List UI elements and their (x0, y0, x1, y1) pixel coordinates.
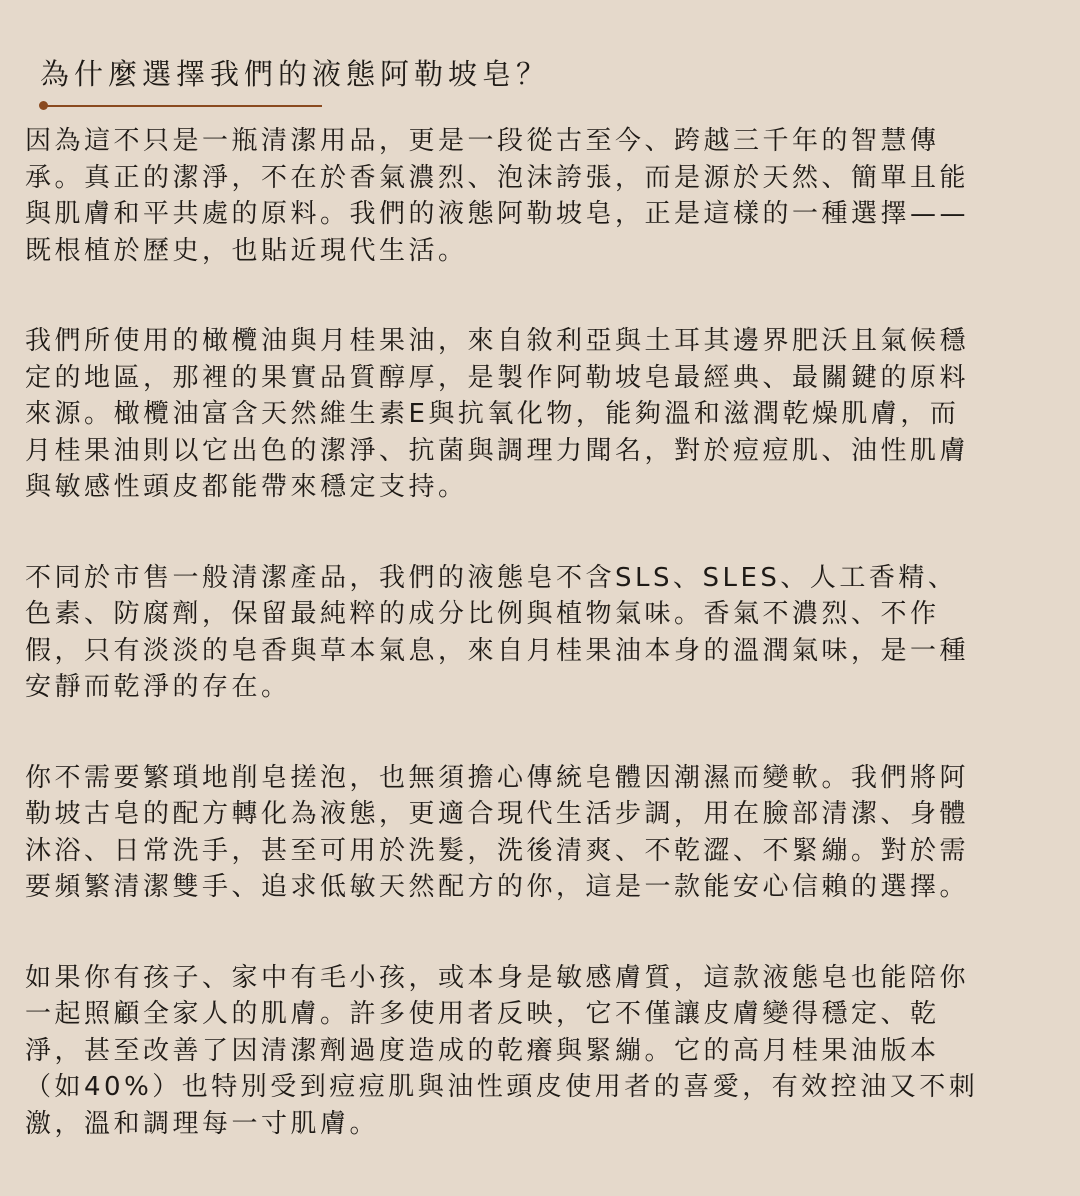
paragraph-line: 定的地區，那裡的果實品質醇厚，是製作阿勒坡皂最經典、最關鍵的原料 (25, 362, 970, 393)
page-title: 為什麼選擇我們的液態阿勒坡皂？ (40, 57, 551, 91)
paragraph-line: （如40%）也特別受到痘痘肌與油性頭皮使用者的喜愛，有效控油又不刺 (25, 1072, 979, 1102)
paragraph-line: 因為這不只是一瓶清潔用品，更是一段從古至今、跨越三千年的智慧傳 (25, 126, 940, 156)
paragraph-line: 與敏感性頭皮都能帶來穩定支持。 (25, 472, 468, 502)
body-text (25, 123, 1055, 1196)
paragraph-line: 假，只有淡淡的皂香與草本氣息，來自月桂果油本身的溫潤氣味，是一種 (25, 635, 970, 666)
paragraph-heritage (25, 123, 1055, 269)
paragraph-line: 一起照顧全家人的肌膚。許多使用者反映，它不僅讓皮膚變得穩定、乾 (25, 999, 940, 1029)
underline-line (43, 105, 322, 107)
paragraph-family (25, 960, 1055, 1143)
paragraph-usage (25, 760, 1055, 906)
paragraph-ingredients (25, 323, 1055, 506)
paragraph-line: 既根植於歷史，也貼近現代生活。 (25, 235, 468, 266)
paragraph-line: 安靜而乾淨的存在。 (25, 672, 291, 702)
paragraph-line: 來源。橄欖油富含天然維生素E與抗氧化物，能夠溫和滋潤乾燥肌膚，而 (25, 399, 960, 429)
paragraph-line: 如果你有孩子、家中有毛小孩，或本身是敏感膚質，這款液態皂也能陪你 (25, 962, 970, 993)
paragraph-line: 與肌膚和平共處的原料。我們的液態阿勒坡皂，正是這樣的一種選擇—— (25, 199, 970, 229)
paragraph-line: 激，溫和調理每一寸肌膚。 (25, 1108, 380, 1139)
paragraph-line: 月桂果油則以它出色的潔淨、抗菌與調理力聞名，對於痘痘肌、油性肌膚 (25, 435, 970, 466)
paragraph-line: 承。真正的潔淨，不在於香氣濃烈、泡沫誇張，而是源於天然、簡單且能 (25, 162, 970, 193)
paragraph-line: 要頻繁清潔雙手、追求低敏天然配方的你，這是一款能安心信賴的選擇。 (25, 872, 970, 902)
paragraph-line: 你不需要繁瑣地削皂搓泡，也無須擔心傳統皂體因潮濕而變軟。我們將阿 (25, 762, 970, 793)
underline-dot (39, 101, 48, 110)
paragraph-line: 不同於市售一般清潔產品，我們的液態皂不含SLS、SLES、人工香精、 (25, 562, 958, 593)
title-underline (39, 101, 322, 111)
paragraph-line: 淨，甚至改善了因清潔劑過度造成的乾癢與緊繃。它的高月桂果油版本 (25, 1035, 940, 1066)
paragraph-formula (25, 560, 1055, 706)
paragraph-line: 沐浴、日常洗手，甚至可用於洗髮，洗後清爽、不乾澀、不緊繃。對於需 (25, 835, 970, 866)
paragraph-line: 色素、防腐劑，保留最純粹的成分比例與植物氣味。香氣不濃烈、不作 (25, 599, 940, 629)
paragraph-line: 我們所使用的橄欖油與月桂果油，來自敘利亞與土耳其邊界肥沃且氣候穩 (25, 326, 970, 356)
paragraph-line: 勒坡古皂的配方轉化為液態，更適合現代生活步調，用在臉部清潔、身體 (25, 799, 970, 829)
